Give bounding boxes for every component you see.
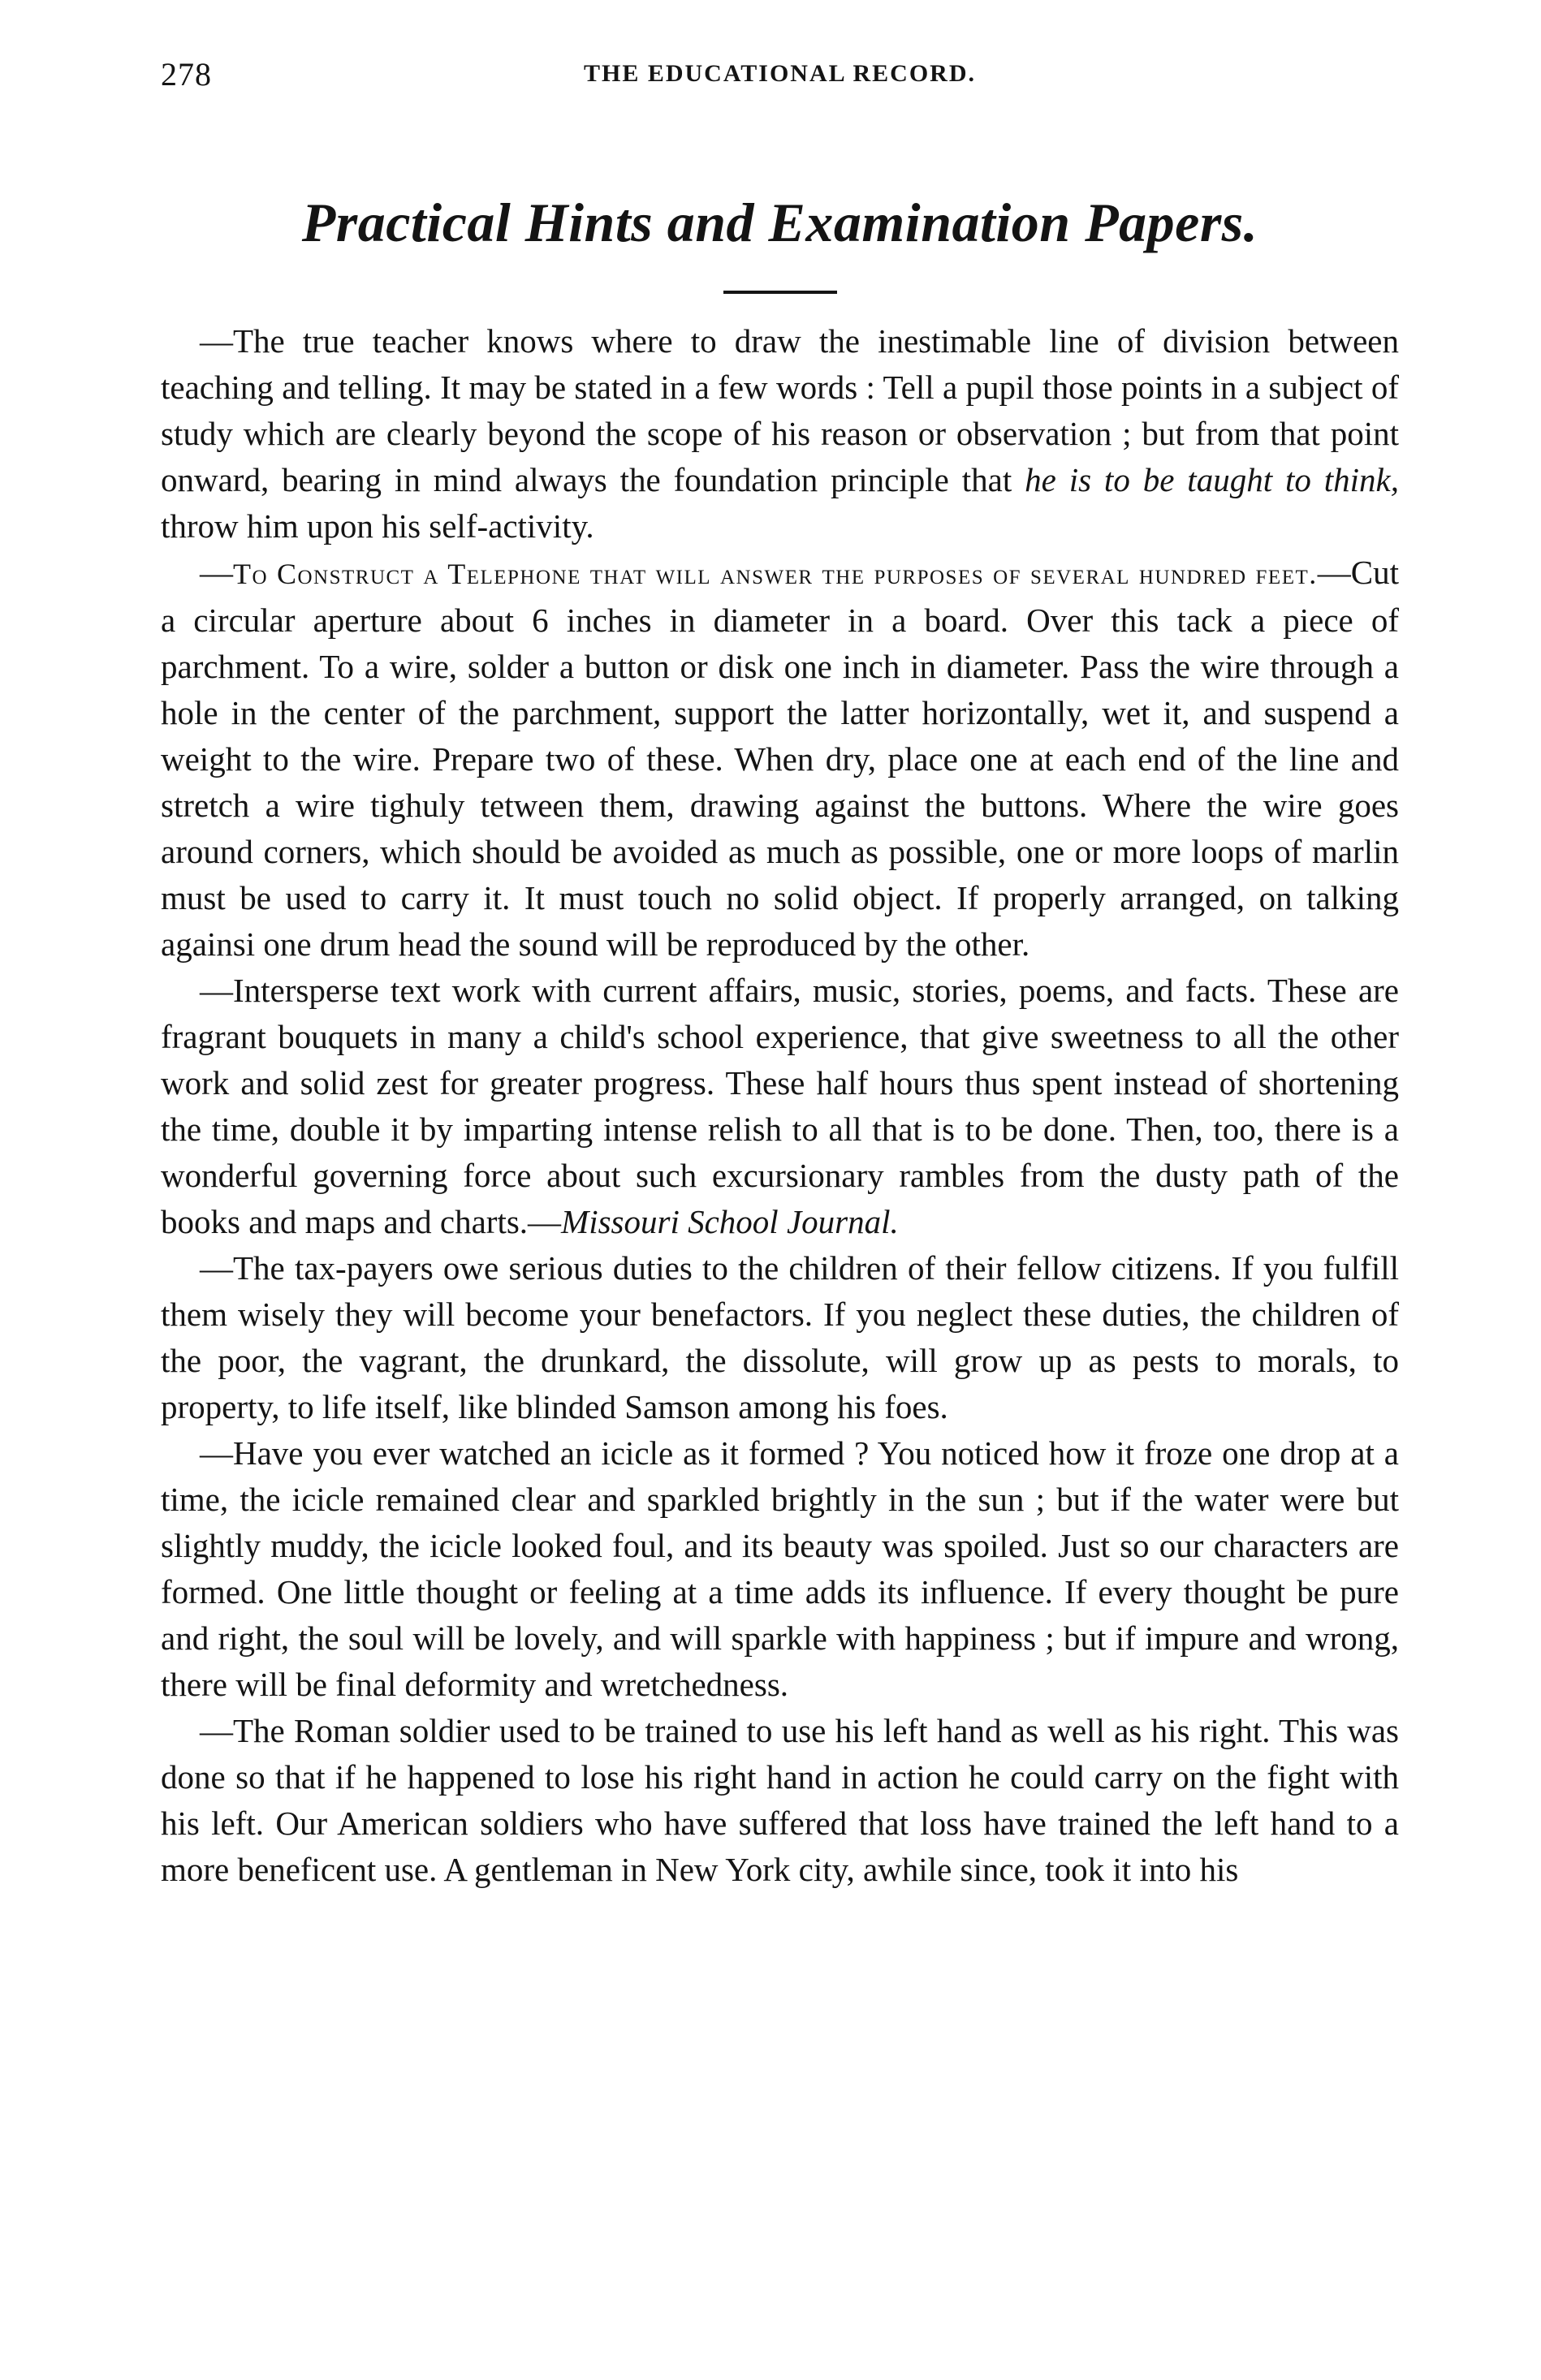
- article-body: [161, 318, 1399, 1893]
- paragraph-text: —The tax-payers owe serious duties to the children of their fellow citizens. If you fulfill them wisely they will become your benefactors. If you neglect these duties, the children of the poor, the vagrant, the drunkard, the dissolute, will grow up as pests to morals, to property, to life itself, like blinded Samson among his foes.: [161, 1249, 1399, 1425]
- paragraph-text: —Have you ever watched an icicle as it formed ? You noticed how it froze one drop at a time, the icicle remained clear and sparkled brightly in the sun ; but if the water were but slightly muddy, the icicle looked foul, and its beauty was spoiled. Just so our characters are formed. One little thought or feeling at a time adds its influence. If every thought be pure and right, the soul will be lovely, and will sparkle with happiness ; but if impure and wrong, there will be final deformity and wretchedness.: [161, 1434, 1399, 1703]
- paragraph-roman-soldier: [161, 1708, 1399, 1893]
- paragraph-text: —The true teacher knows where to draw the inestimable line of division between teaching and telling. It may be stated in a few words : Tell a pupil those points in a subject of study which are clearly beyond the scope of his reason or observation ; but from that point onward, bearing in mind always the foundation principle that: [161, 322, 1399, 498]
- paragraph-text: throw him upon his self-activity.: [161, 507, 594, 545]
- paragraph-heading: To Construct a Telephone that will answer the purposes of several hundred feet.: [233, 558, 1318, 590]
- paragraph-tax-payers: [161, 1245, 1399, 1430]
- paragraph-intersperse: [161, 968, 1399, 1245]
- paragraph-text: —Cut a circular aperture about 6 inches in diameter in a board. Over this tack a piece of parchment. To a wire, solder a button or disk one inch in diameter. Pass the wire through a hole in the center of the parchment, support the latter horizontally, wet it, and suspend a weight to the wire. Prepare two of these. When dry, place one at each end of the line and stretch a wire tighuly tetween them, drawing against the buttons. Where the wire goes around corners, which should be avoided as much as possible, one or more loops of marlin must be used to carry it. It must touch no solid object. If properly arranged, on talking againsi one drum head the sound will be reproduced by the other.: [161, 554, 1399, 963]
- journal-title: THE EDUCATIONAL RECORD.: [583, 60, 976, 87]
- paragraph-text: —The Roman soldier used to be trained to use his left hand as well as his right. This was done so that if he happened to lose his right hand in action he could carry on the fight with his left. Our American soldiers who have suffered that loss have trained the left hand to a more beneficent use. A gentleman in New York city, awhile since, took it into his: [161, 1712, 1399, 1888]
- paragraph-text: —Intersperse text work with current affairs, music, stories, poems, and facts. These are fragrant bouquets in many a child's school experience, that give sweetness to all the other work and solid zest for greater progress. These half hours thus spent instead of shortening the time, double it by imparting intense relish to all that is to be done. Then, too, there is a wonderful governing force about such excursionary rambles from the dusty path of the books and maps and charts.—: [161, 972, 1399, 1240]
- paragraph-dash: —: [200, 554, 233, 591]
- source-citation: Missouri School Journal.: [561, 1203, 899, 1240]
- section-title: Practical Hints and Examination Papers.: [301, 192, 1258, 253]
- emphasis-text: he is to be taught to think,: [1025, 461, 1399, 498]
- running-head: [161, 49, 1399, 106]
- paragraph-teaching-vs-telling: [161, 318, 1399, 550]
- paragraph-telephone: [161, 550, 1399, 968]
- paragraph-icicle: [161, 1430, 1399, 1708]
- title-rule: [723, 291, 837, 294]
- page-number: 278: [161, 56, 212, 93]
